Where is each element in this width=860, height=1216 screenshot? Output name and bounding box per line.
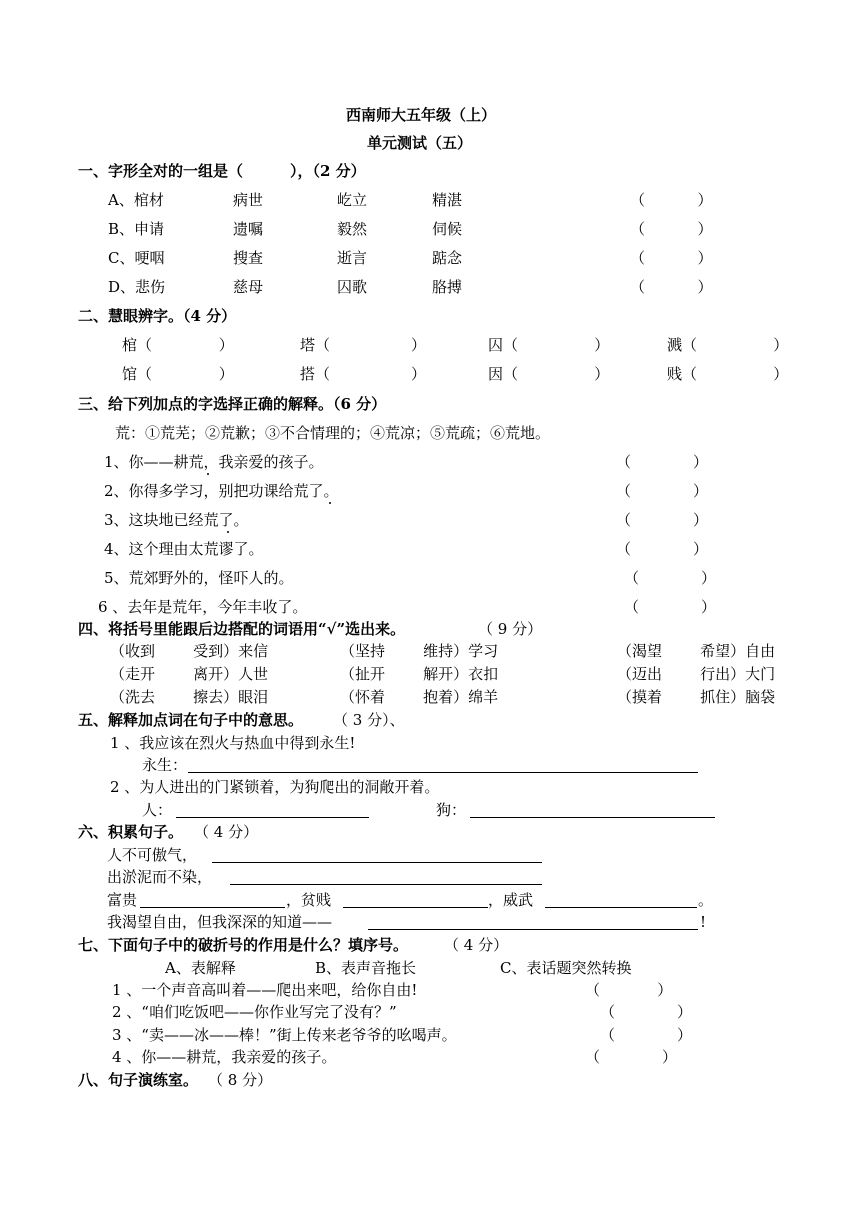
answer-blank: （ ） <box>624 598 716 616</box>
section-5-score: （ 3 分）、 <box>333 711 405 729</box>
answer-line[interactable] <box>188 772 698 773</box>
answer-label: 永生： <box>142 756 188 774</box>
answer-blank: （ ） <box>600 1003 692 1021</box>
answer-blank: （ ） <box>616 511 708 529</box>
section-8-heading: 八、句子演练室。 <box>78 1071 199 1089</box>
section-4-heading: 四、将括号里能跟后边搭配的词语用“√”选出来。 <box>78 620 406 638</box>
answer-blank: （ ） <box>585 1048 677 1066</box>
section-6-heading: 六、积累句子。 <box>78 823 184 841</box>
choice-item: （走开 离开）人世 <box>110 665 269 683</box>
section-3-heading: 三、给下列加点的字选择正确的解释。（6 分） <box>78 395 387 413</box>
sentence-item: 3、这块地已经荒了。 <box>104 511 249 529</box>
emphasis-dot <box>207 473 209 475</box>
section-1-heading: 一、字形全对的一组是（ ），（2 分） <box>78 162 366 180</box>
proverb-start: 富贵 <box>107 891 138 909</box>
answer-label: 人： <box>142 801 173 819</box>
proverb-start: 人不可傲气， <box>107 846 198 864</box>
sentence-item: 4、这个理由太荒谬了。 <box>104 540 264 558</box>
dash-option-c: C、表话题突然转换 <box>500 959 632 977</box>
choice-item: （渴望 希望）自由 <box>617 642 776 660</box>
sentence-item: 2 、“咱们吃饭吧——你作业写完了没有？” <box>112 1003 397 1021</box>
answer-line[interactable] <box>230 884 542 885</box>
proverb-end: 。 <box>698 891 714 909</box>
proverb-part: ，威武 <box>488 891 534 909</box>
option-d-word-2: 慈母 <box>233 278 264 296</box>
choice-item: （洗去 擦去）眼泪 <box>110 688 269 706</box>
option-c-word-4: 踮念 <box>432 249 463 267</box>
section-4-score: （ 9 分） <box>478 620 543 638</box>
option-c-label: C、哽咽 <box>108 249 165 267</box>
section-6-score: （ 4 分） <box>194 823 259 841</box>
answer-blank: （ ） <box>616 453 708 471</box>
answer-line[interactable] <box>212 862 542 863</box>
choice-item: （摸着 抓住）脑袋 <box>617 688 776 706</box>
proverb-start: 出淤泥而不染， <box>107 868 213 886</box>
answer-label: 狗： <box>436 801 467 819</box>
sentence-item: 4 、你——耕荒，我亲爱的孩子。 <box>112 1048 337 1066</box>
answer-line[interactable] <box>140 907 285 908</box>
option-b-word-2: 遗嘱 <box>233 220 264 238</box>
dash-option-a: A、表解释 <box>165 959 236 977</box>
sentence-item: 2、你得多学习，别把功课给荒了。 <box>104 482 339 500</box>
answer-blank: （ ） <box>630 249 713 267</box>
emphasis-dot <box>329 502 331 504</box>
char-item: 贱（ ） <box>667 365 789 383</box>
choice-item: （坚持 维持）学习 <box>340 642 499 660</box>
option-a-word-3: 屹立 <box>337 191 368 209</box>
char-item: 塔（ ） <box>300 336 427 354</box>
answer-line[interactable] <box>545 907 697 908</box>
sentence-item: 3 、“卖——冰——棒！”街上传来老爷爷的吆喝声。 <box>112 1026 457 1044</box>
sentence-item: 2 、为人进出的门紧锁着，为狗爬出的洞敞开着。 <box>110 778 440 796</box>
answer-line[interactable] <box>470 817 715 818</box>
choice-item: （怀着 抱着）绵羊 <box>340 688 499 706</box>
sentence-item: 1、你——耕荒，我亲爱的孩子。 <box>104 453 324 471</box>
char-item: 囚（ ） <box>488 336 610 354</box>
option-d-word-4: 胳搏 <box>432 278 463 296</box>
char-item: 棺（ ） <box>122 336 234 354</box>
option-a-word-4: 精湛 <box>432 191 463 209</box>
proverb-start: 我渴望自由，但我深深的知道—— <box>107 913 333 931</box>
answer-blank: （ ） <box>616 482 708 500</box>
answer-blank: （ ） <box>630 191 713 209</box>
sentence-item: 1 、一个声音高叫着——爬出来吧，给你自由! <box>112 981 418 999</box>
choice-item: （收到 受到）来信 <box>110 642 269 660</box>
option-b-word-3: 毅然 <box>337 220 368 238</box>
section-7-score: （ 4 分） <box>444 936 509 954</box>
section-2-heading: 二、慧眼辨字。（4 分） <box>78 307 237 325</box>
proverb-part: ，贫贱 <box>286 891 332 909</box>
option-d-label: D、悲伤 <box>108 278 166 296</box>
sentence-item: 1 、我应该在烈火与热血中得到永生! <box>110 734 356 752</box>
option-b-word-4: 伺候 <box>432 220 463 238</box>
char-item: 因（ ） <box>488 365 610 383</box>
option-d-word-3: 囚歌 <box>337 278 368 296</box>
dash-option-b: B、表声音拖长 <box>315 959 417 977</box>
answer-blank: （ ） <box>616 540 708 558</box>
option-a-label: A、棺材 <box>108 191 164 209</box>
answer-blank: （ ） <box>585 981 673 999</box>
char-item: 馆（ ） <box>122 365 234 383</box>
answer-blank: （ ） <box>600 1026 692 1044</box>
answer-blank: （ ） <box>630 220 713 238</box>
option-b-label: B、申请 <box>108 220 165 238</box>
option-c-word-3: 逝言 <box>337 249 368 267</box>
char-item: 溅（ ） <box>667 336 789 354</box>
sentence-item: 5、荒郊野外的，怪吓人的。 <box>104 569 294 587</box>
answer-blank: （ ） <box>624 569 716 587</box>
emphasis-dot <box>227 531 229 533</box>
answer-line[interactable] <box>368 929 698 930</box>
choice-item: （扯开 解开）衣扣 <box>340 665 499 683</box>
section-7-heading: 七、下面句子中的破折号的作用是什么？填序号。 <box>78 936 409 954</box>
option-c-word-2: 搜查 <box>233 249 264 267</box>
title-line-1: 西南师大五年级（上） <box>346 106 497 124</box>
section-5-heading: 五、解释加点词在句子中的意思。 <box>78 711 304 729</box>
title-line-2: 单元测试（五） <box>367 134 473 152</box>
proverb-end: ! <box>700 913 707 931</box>
answer-line[interactable] <box>176 817 369 818</box>
char-item: 搭（ ） <box>300 365 427 383</box>
option-a-word-2: 病世 <box>233 191 264 209</box>
answer-blank: （ ） <box>630 278 713 296</box>
answer-line[interactable] <box>343 907 488 908</box>
section-8-score: （ 8 分） <box>208 1071 273 1089</box>
choice-item: （迈出 行出）大门 <box>617 665 776 683</box>
definition-options: 荒：①荒芜；②荒歉；③不合情理的；④荒凉；⑤荒疏；⑥荒地。 <box>115 424 551 442</box>
sentence-item: 6 、去年是荒年，今年丰收了。 <box>98 598 308 616</box>
